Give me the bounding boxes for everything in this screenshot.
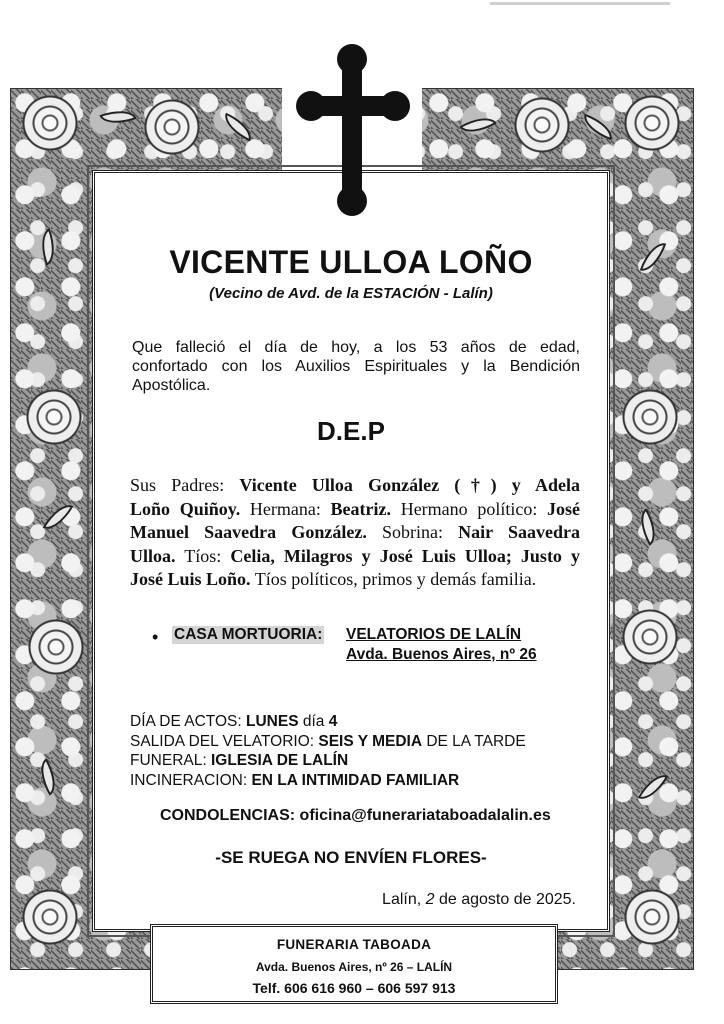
- rose-icon: [619, 609, 681, 665]
- dep-heading: D.E.P: [317, 416, 385, 446]
- family-line: Loño Quiñoy. Hermana: Beatriz. Hermano político: José: [130, 498, 581, 519]
- leaf-icon: [638, 768, 669, 805]
- intro-line: Apostólica.: [132, 377, 211, 394]
- rose-icon: [511, 97, 573, 153]
- intro-line: confortado con los Auxilios Espirituales y la Bendición: [132, 358, 580, 375]
- notice-date: Lalín, 2 de agosto de 2025.: [382, 891, 576, 908]
- casa-mortuoria-label: CASA MORTUORIA:: [174, 626, 323, 643]
- leaf-icon: [33, 758, 64, 795]
- rose-icon: [23, 389, 85, 445]
- funeral: FUNERAL: IGLESIA DE LALÍN: [130, 752, 349, 769]
- ceremony-details: [130, 712, 590, 790]
- family-line: Manuel Saavedra González. Sobrina: Nair Saavedra: [130, 522, 581, 542]
- death-announcement: [132, 338, 580, 395]
- rose-icon: [19, 95, 81, 151]
- family-list: [130, 474, 580, 592]
- rose-icon: [19, 889, 81, 945]
- leaf-icon: [633, 508, 664, 545]
- leaf-icon: [219, 113, 257, 142]
- rose-icon: [141, 99, 203, 155]
- leaf-icon: [459, 110, 496, 141]
- intro-line: Que falleció el día de hoy, a los 53 años de edad,: [132, 339, 580, 356]
- family-line: José Luis Loño. Tíos políticos, primos y demás familia.: [130, 569, 537, 589]
- leaf-icon: [43, 498, 74, 535]
- scan-artifact-line: [490, 2, 670, 5]
- funeral-home-phones: Telf. 606 616 960 – 606 597 913: [252, 980, 456, 996]
- rose-icon: [621, 889, 683, 945]
- family-line: Sus Padres: Vicente Ulloa González (†) y Adela: [130, 475, 580, 495]
- rose-icon: [621, 95, 683, 151]
- casa-mortuoria-address: Avda. Buenos Aires, nº 26: [346, 646, 537, 663]
- no-flowers-request: -SE RUEGA NO ENVÍEN FLORES-: [215, 848, 487, 867]
- salida-velatorio: SALIDA DEL VELATORIO: SEIS Y MEDIA DE LA TARDE: [130, 732, 526, 750]
- family-line: Ulloa. Tíos: Celia, Milagros y José Luis Ulloa; Justo y: [130, 545, 581, 566]
- rose-icon: [25, 619, 87, 675]
- bullet-icon: •: [152, 627, 159, 647]
- rose-icon: [619, 389, 681, 445]
- cross-icon: [296, 44, 410, 216]
- leaf-icon: [99, 104, 136, 131]
- leaf-icon: [579, 114, 616, 141]
- casa-mortuoria-value: VELATORIOS DE LALÍN: [346, 626, 522, 643]
- dia-actos: DÍA DE ACTOS: LUNES día 4: [130, 713, 338, 730]
- funeral-home-box: [150, 924, 558, 1004]
- incineracion: INCINERACION: EN LA INTIMIDAD FAMILIAR: [130, 771, 460, 789]
- funeral-home-name: FUNERARIA TABOADA: [276, 937, 432, 952]
- deceased-residence: (Vecino de Avd. de la ESTACIÓN - Lalín): [209, 285, 493, 302]
- leaf-icon: [35, 228, 62, 265]
- deceased-name: VICENTE ULLOA LOÑO: [169, 244, 533, 280]
- condolences-email: CONDOLENCIAS: oficina@funerariataboadalalin.es: [160, 807, 551, 824]
- funeral-home-address: Avda. Buenos Aires, nº 26 – LALÍN: [255, 960, 453, 974]
- leaf-icon: [640, 238, 667, 275]
